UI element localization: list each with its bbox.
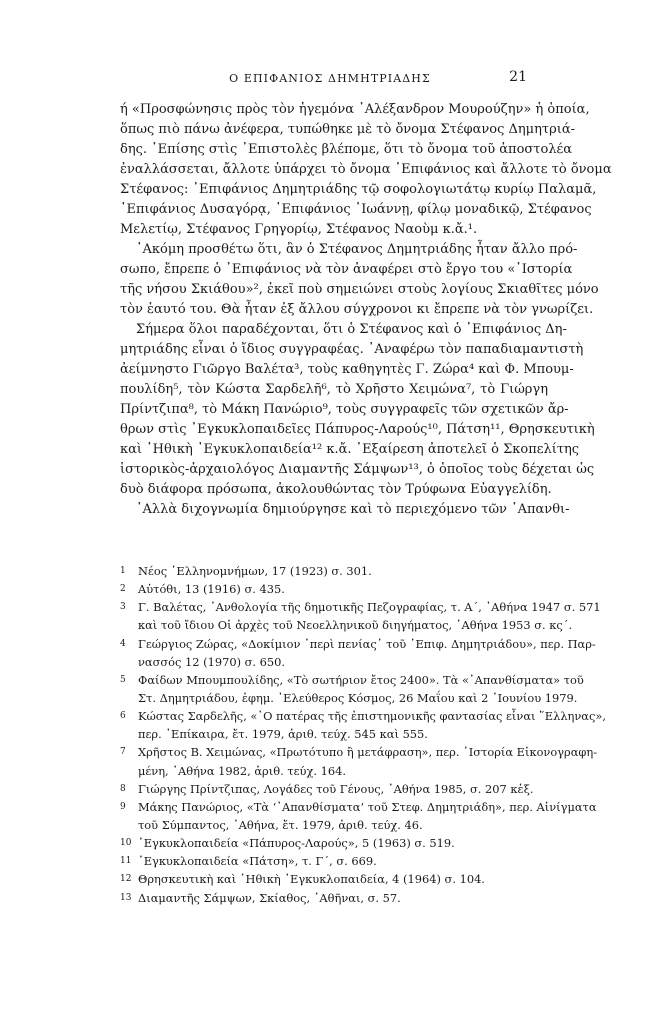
footnote-text: ᾿Εγκυκλοπαιδεία «Πάτση», τ. Γ΄, σ. 669.	[138, 854, 377, 869]
body-line: ᾿Ακόμη προσθέτω ὅτι, ἂν ὁ Στέφανος Δημητριάδης ἦταν ἄλλο πρό-	[136, 242, 578, 257]
footnote-number: 4	[120, 638, 126, 649]
footnote	[120, 852, 548, 870]
footnote-number: 2	[120, 584, 126, 595]
footnote-text: καὶ τοῦ ἴδιου Οἱ ἀρχὲς τοῦ Νεοελληνικοῦ διηγήματος, ᾿Αθήνα 1953 σ. κς΄.	[138, 618, 573, 633]
body-line: ἐναλλάσσεται, ἄλλοτε ὑπάρχει τὸ ὄνομα ᾿Επιφάνιος καὶ ἄλλοτε τὸ ὄνομα	[120, 162, 612, 177]
footnote-number: 1	[120, 566, 126, 576]
footnote	[120, 798, 597, 834]
footnote-number: 13	[120, 892, 132, 903]
footnote-text: Κώστας Σαρδελῆς, «῾Ο πατέρας τῆς ἐπιστημονικῆς φαντασίας εἶναι ῞Ελληνας»,	[138, 709, 606, 724]
footnote-text: ᾿Εγκυκλοπαιδεία «Πάπυρος-Λαρούς», 5 (1963) σ. 519.	[138, 836, 455, 851]
body-line: τὸν ἑαυτό του. Θὰ ἦταν ἐξ ἄλλου σύγχρονοι κι ἔπρεπε νὰ τὸν γνωρίζει.	[120, 302, 594, 317]
footnote-text: περ. ᾿Επίκαιρα, ἔτ. 1979, ἀριθ. τεύχ. 545 καὶ 555.	[138, 727, 428, 742]
footnote-text: Γεώργιος Ζώρας, «Δοκίμιον ᾿περὶ πενίας᾿ τοῦ ᾿Επιφ. Δημητριάδου», περ. Παρ-	[138, 636, 596, 651]
footnote-number: 12	[120, 874, 132, 885]
footnote-number: 5	[120, 674, 126, 685]
footnote	[120, 635, 596, 671]
footnote-text: Στ. Δημητριάδου, ἐφημ. ᾿Ελεύθερος Κόσμος, 26 Μαΐου καὶ 2 ᾿Ιουνίου 1979.	[138, 691, 578, 706]
footnote	[120, 834, 548, 852]
footnote-text: Αὐτόθι, 13 (1916) σ. 435.	[138, 582, 285, 597]
body-line: ᾿Αλλὰ διχογνωμία δημιούργησε καὶ τὸ περιεχόμενο τῶν ᾿Απανθι-	[136, 502, 570, 517]
footnote	[120, 707, 606, 743]
footnote-text: Θρησκευτικὴ καὶ ᾿Ηθικὴ ᾿Εγκυκλοπαιδεία, 4 (1964) σ. 104.	[138, 872, 485, 887]
footnotes	[120, 562, 606, 907]
footnote-text: Φαίδων Μπουμπουλίδης, «Τὸ σωτήριον ἔτος 2400». Τὰ «᾿Απανθίσματα» τοῦ	[138, 672, 584, 687]
footnote-number: 8	[120, 783, 126, 794]
body-line: ἱστορικὸς-ἀρχαιολόγος Διαμαντῆς Σάμψων¹³, ὁ ὁποῖος τοὺς δέχεται ὡς	[120, 462, 595, 477]
body-line: ἀείμνηστο Γιῶργο Βαλέτα³, τοὺς καθηγητὲς Γ. Ζώρα⁴ καὶ Φ. Μπουμ-	[120, 362, 574, 377]
body-line: Μελετίῳ, Στέφανος Γρηγορίῳ, Στέφανος Ναοὺμ κ.ἄ.¹.	[120, 222, 478, 237]
body-line: καὶ ᾿Ηθικὴ ᾿Εγκυκλοπαιδεία¹² κ.ἄ. ᾿Εξαίρεση ἀποτελεῖ ὁ Σκοπελίτης	[120, 442, 580, 457]
body-line: δυὸ διάφορα πρόσωπα, ἀκολουθώντας τὸν Τρύφωνα Εὐαγγελίδη.	[120, 482, 552, 497]
body-line: σωπο, ἔπρεπε ὁ ᾿Επιφάνιος νὰ τὸν ἀναφέρει στὸ ἔργο του «῾Ιστορία	[120, 262, 573, 277]
footnote	[120, 598, 601, 634]
footnote-text: Νέος ῾Ελληνομνήμων, 17 (1923) σ. 301.	[138, 564, 372, 578]
footnote-text: Γιώργης Πρίντζιπας, Λογάδες τοῦ Γένους, ᾿Αθήνα 1985, σ. 207 κἑξ.	[138, 781, 534, 796]
footnote-text: τοῦ Σύμπαντος, ᾿Αθήνα, ἔτ. 1979, ἀριθ. τεύχ. 46.	[138, 818, 423, 833]
body-line: Στέφανος: ᾿Επιφάνιος Δημητριάδης τῷ σοφολογιωτάτῳ κυρίῳ Παλαμᾶ,	[120, 182, 597, 197]
body-line: θρων στὶς ᾿Εγκυκλοπαιδεῖες Πάπυρος-Λαρούς¹⁰, Πάτση¹¹, Θρησκευτικὴ	[120, 422, 595, 437]
body-line: δης. ᾿Επίσης στὶς ᾿Επιστολὲς βλέπομε, ὅτι τὸ ὄνομα τοῦ ἀποστολέα	[120, 142, 573, 157]
footnote	[120, 562, 548, 580]
footnote-number: 10	[120, 838, 132, 849]
footnote-text: Χρῆστος Β. Χειμώνας, «Πρωτότυπο ἢ μετάφραση», περ. ῾Ιστορία Εἰκονογραφη-	[138, 745, 598, 760]
body-line: Πρίντζιπα⁸, τὸ Μάκη Πανώριο⁹, τοὺς συγγραφεῖς τῶν σχετικῶν ἄρ-	[120, 402, 569, 417]
body-line: πουλίδη⁵, τὸν Κώστα Σαρδελῆ⁶, τὸ Χρῆστο Χειμώνα⁷, τὸ Γιώργη	[120, 382, 548, 397]
footnote-number: 11	[120, 856, 132, 867]
footnote-text: μένη, ᾿Αθήνα 1982, ἀριθ. τεύχ. 164.	[138, 763, 346, 778]
footnote-number: 6	[120, 711, 126, 722]
footnote-text: νασσός 12 (1970) σ. 650.	[138, 654, 286, 669]
body-line: ᾿Επιφάνιος Δυσαγόρᾳ, ᾿Επιφάνιος ᾿Ιωάννῃ, φίλῳ μοναδικῷ, Στέφανος	[120, 202, 592, 217]
footnote	[120, 870, 548, 888]
body-line: μητριάδης εἶναι ὁ ἴδιος συγγραφέας. ᾿Αναφέρω τὸν παπαδιαμαντιστὴ	[120, 342, 584, 357]
footnote	[120, 580, 548, 598]
footnote	[120, 889, 548, 907]
page-number: 21	[509, 69, 527, 85]
footnote-text: Διαμαντῆς Σάμψων, Σκίαθος, ᾿Αθῆναι, σ. 57.	[138, 890, 401, 905]
footnote	[120, 780, 548, 798]
body-line: ή «Προσφώνησις πρὸς τὸν ἡγεμόνα ᾿Αλέξανδρον Μουρούζην» ἡ ὁποία,	[120, 102, 590, 117]
body-text	[120, 100, 612, 520]
body-line: τῆς νήσου Σκιάθου»², ἐκεῖ ποὺ σημειώνει στοὺς λογίους Σκιαθῖτες μόνο	[120, 282, 599, 297]
footnote-number: 3	[120, 602, 126, 613]
footnote-number: 7	[120, 747, 126, 758]
footnote	[120, 743, 598, 779]
body-line: ὅπως πιὸ πάνω ἀνέφερα, τυπώθηκε μὲ τὸ ὄνομα Στέφανος Δημητριά-	[120, 122, 576, 137]
footnote-text: Μάκης Πανώριος, «Τὰ ‘᾿Απανθίσματα’ τοῦ Στεφ. Δημητριάδη», περ. Αἰνίγματα	[138, 799, 597, 814]
body-line: Σήμερα ὅλοι παραδέχονται, ὅτι ὁ Στέφανος καὶ ὁ ᾿Επιφάνιος Δη-	[136, 322, 567, 337]
footnote-text: Γ. Βαλέτας, ᾿Ανθολογία τῆς δημοτικῆς Πεζογραφίας, τ. Α΄, ᾿Αθήνα 1947 σ. 571	[138, 600, 601, 615]
running-head: Ο ΕΠΙΦΑΝΙΟΣ ΔΗΜΗΤΡΙΑΔΗΣ	[229, 72, 431, 85]
footnote-number: 9	[120, 801, 126, 812]
footnote	[120, 671, 584, 707]
